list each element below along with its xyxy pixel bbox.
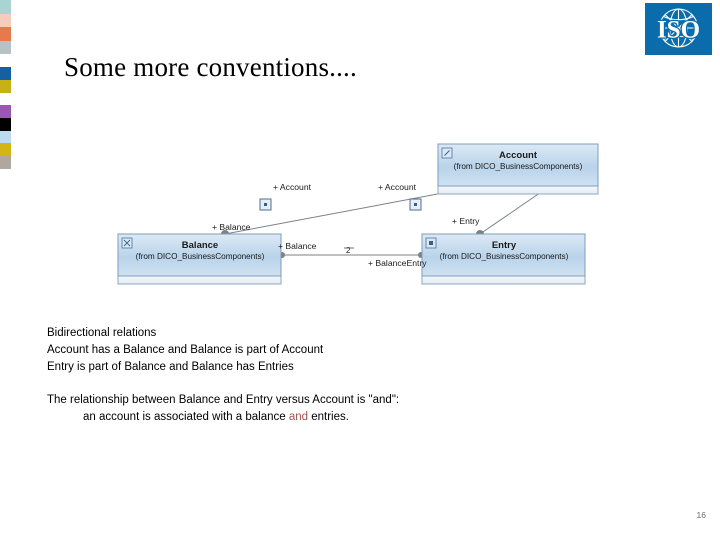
uml-class-diagram xyxy=(110,122,600,292)
class-name-balance: Balance xyxy=(181,240,219,251)
class-stereotype-balance: (from DICO_BusinessComponents) xyxy=(135,252,265,261)
bidirectional-line-3: Entry is part of Balance and Balance has Entries xyxy=(47,361,294,373)
bidirectional-line-1: Bidirectional relations xyxy=(47,327,157,339)
color-band-8 xyxy=(0,105,11,118)
association-adornments xyxy=(260,199,421,210)
color-band-11 xyxy=(0,143,11,156)
color-band-2 xyxy=(0,27,11,41)
decorative-color-strip xyxy=(0,0,11,145)
relationship-line-1: The relationship between Balance and Entry versus Account is "and": xyxy=(47,394,400,406)
color-band-4 xyxy=(0,54,11,67)
page-number: 16 xyxy=(696,510,706,520)
assoc-label-balanceentry: + BalanceEntry xyxy=(368,258,427,268)
color-band-6 xyxy=(0,80,11,93)
relationship-line-2-after: entries. xyxy=(308,411,349,423)
assoc-label-entry: + Entry xyxy=(452,216,480,226)
color-band-10 xyxy=(0,131,11,143)
relationship-line-2-before: an account is associated with a balance xyxy=(83,411,289,423)
class-box-account xyxy=(438,144,598,194)
relationship-highlight-and: and xyxy=(288,411,309,423)
class-box-entry xyxy=(422,234,585,284)
class-icon-entry xyxy=(426,238,436,248)
iso-logo-text: ISO xyxy=(656,16,701,44)
bidirectional-relations-block xyxy=(47,325,323,376)
class-icon-balance xyxy=(122,238,132,248)
color-band-9 xyxy=(0,118,11,131)
class-name-account: Account xyxy=(499,150,537,161)
color-band-3 xyxy=(0,41,11,54)
assoc-label-account-left: + Account xyxy=(273,182,311,192)
iso-logo xyxy=(645,3,712,55)
assoc-label-balance-upper: + Balance xyxy=(212,222,251,232)
relationship-line-2 xyxy=(47,409,399,426)
color-band-0 xyxy=(0,0,11,14)
class-stereotype-account: (from DICO_BusinessComponents) xyxy=(453,162,583,171)
bidirectional-line-2: Account has a Balance and Balance is part of Account xyxy=(47,344,324,356)
class-name-entry: Entry xyxy=(491,240,517,251)
class-icon-account xyxy=(442,148,452,158)
page-title: Some more conventions.... xyxy=(64,52,357,82)
relationship-note-block xyxy=(47,392,399,426)
assoc-label-account-right: + Account xyxy=(378,182,416,192)
color-band-5 xyxy=(0,67,11,80)
class-stereotype-entry: (from DICO_BusinessComponents) xyxy=(439,252,569,261)
color-band-12 xyxy=(0,156,11,169)
adornment-left xyxy=(260,199,271,210)
adornment-right xyxy=(410,199,421,210)
assoc-label-multiplicity: 2 xyxy=(346,246,351,255)
class-box-balance xyxy=(118,234,281,284)
color-band-1 xyxy=(0,14,11,27)
color-band-7 xyxy=(0,93,11,105)
assoc-label-balance-middle: + Balance xyxy=(278,241,317,251)
